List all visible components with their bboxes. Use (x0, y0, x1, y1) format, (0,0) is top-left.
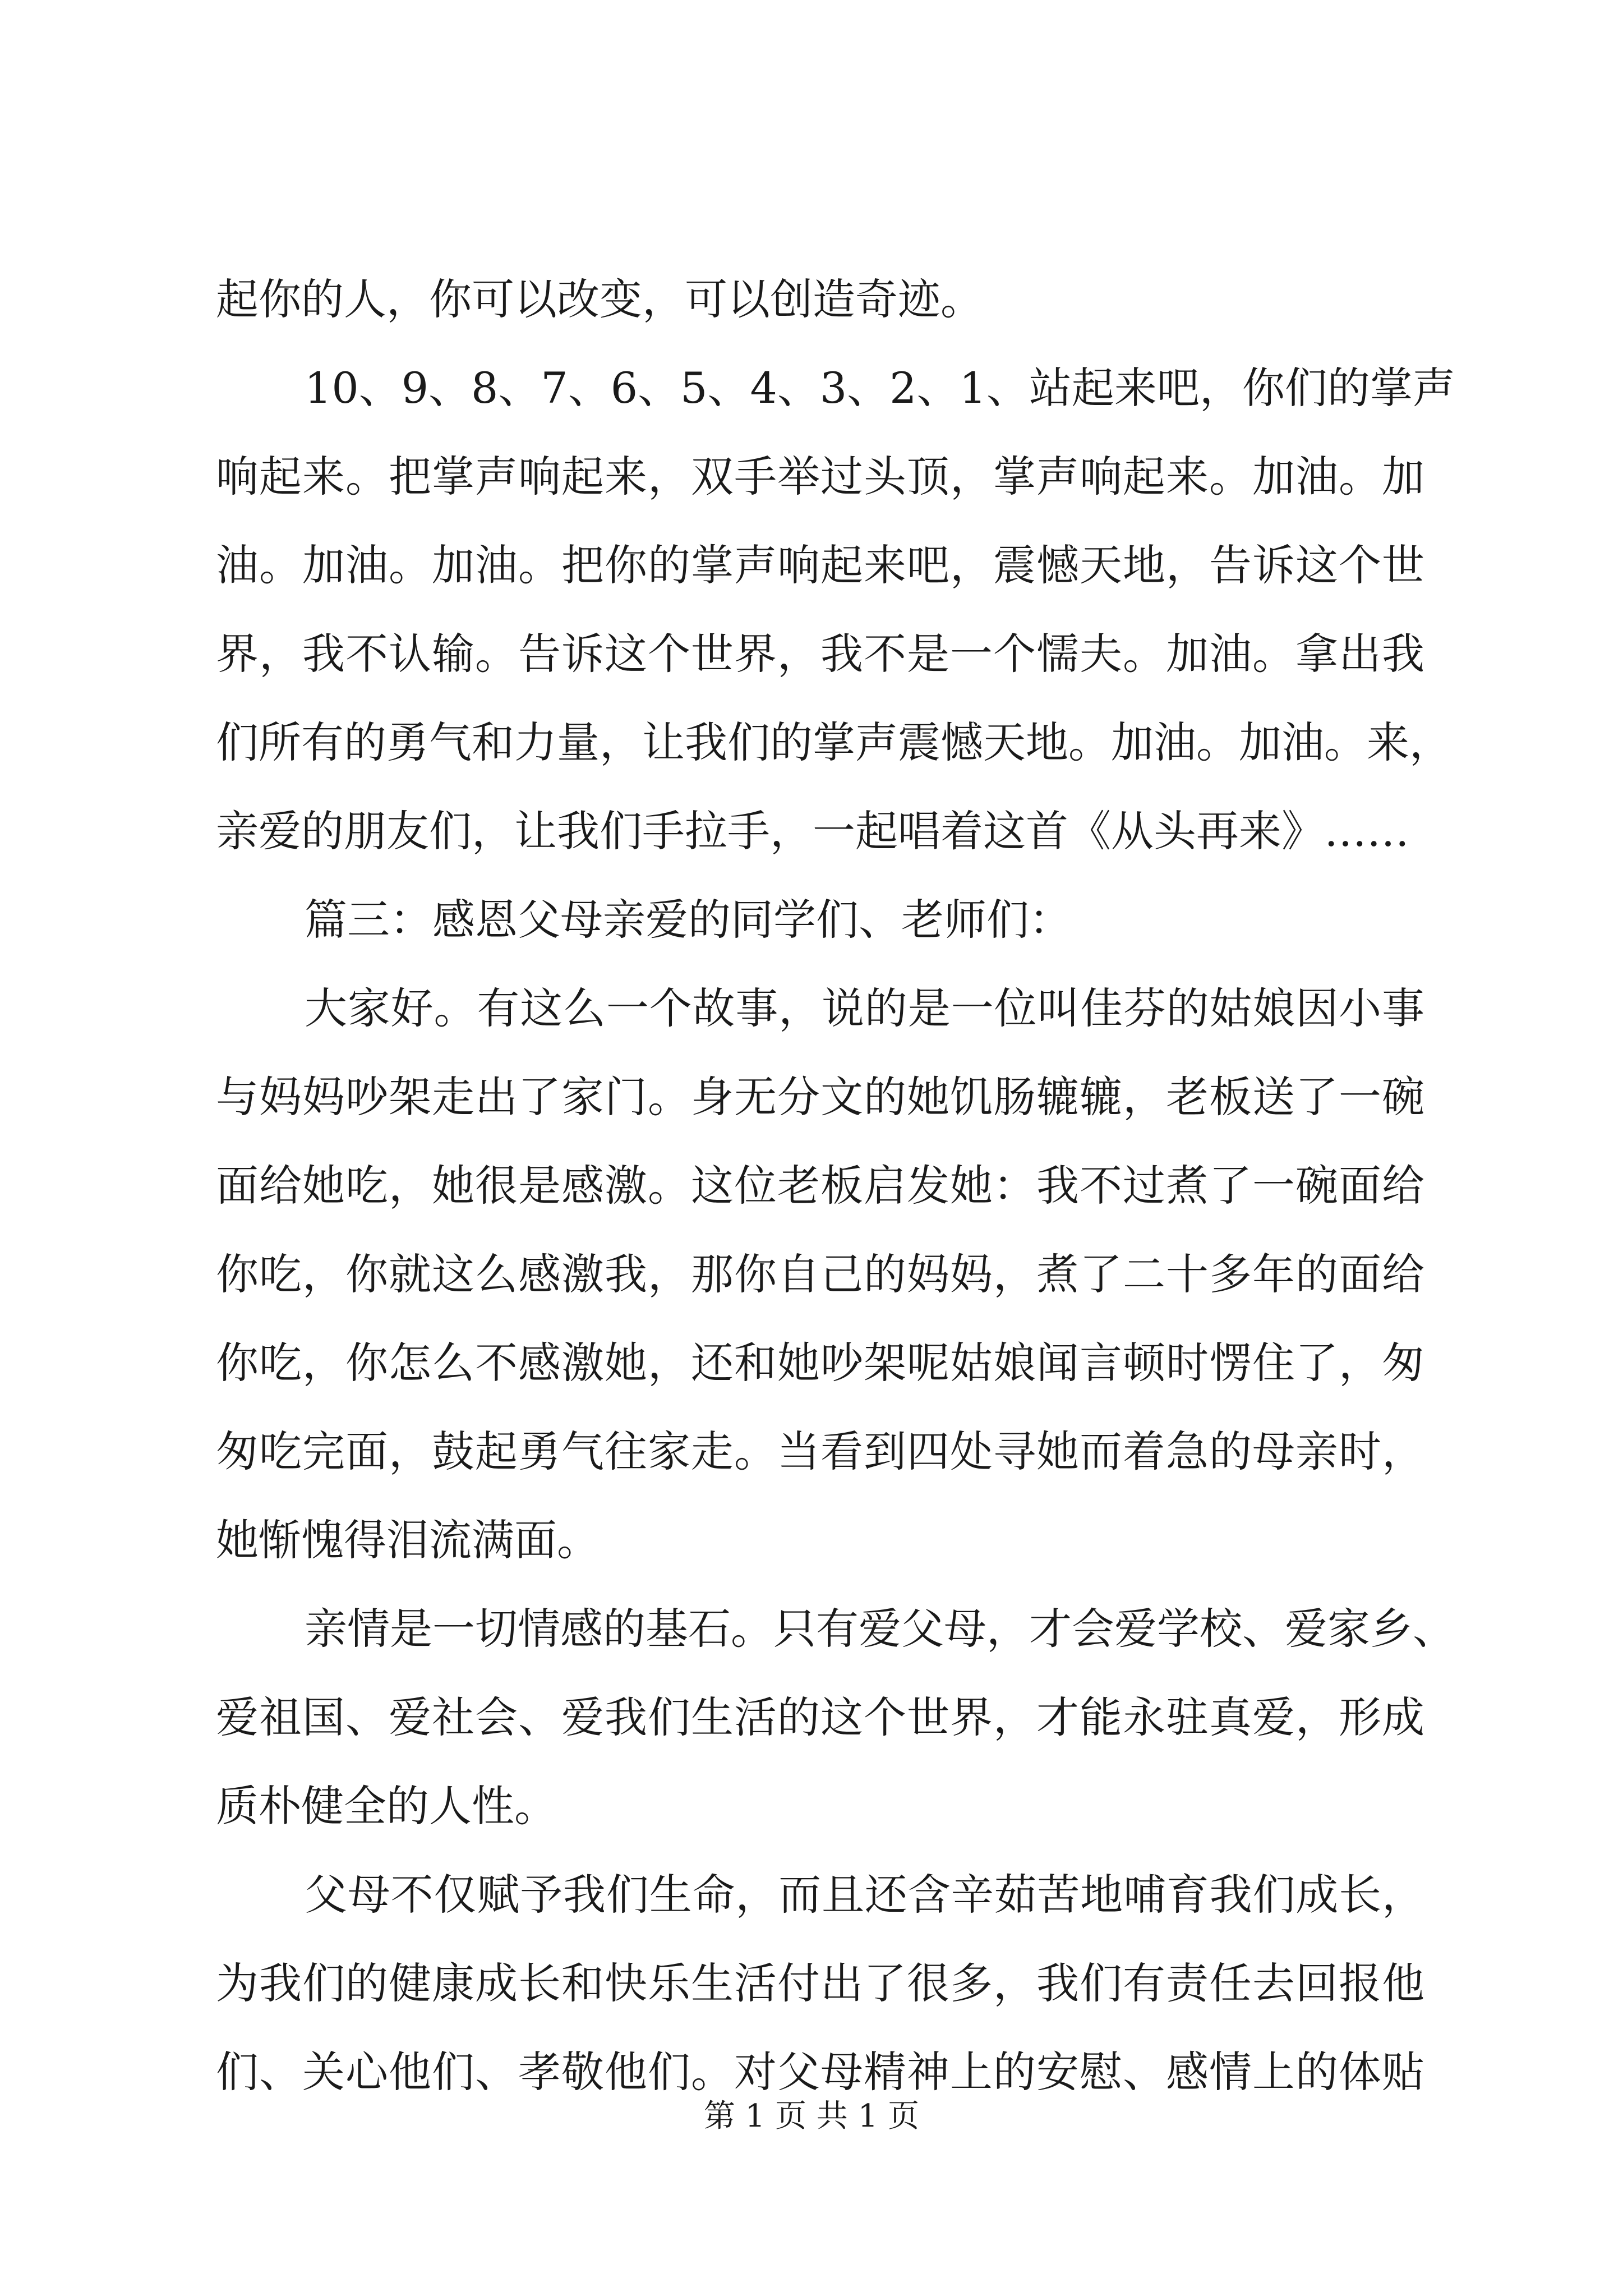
text-line: 大家好。有这么一个故事，说的是一位叫佳芬的姑娘因小事 (305, 983, 1424, 1033)
text-line: 亲爱的朋友们，让我们手拉手，一起唱着这首《从头再来》…… (216, 806, 1409, 856)
text-line: 面给她吃，她很是感激。这位老板启发她：我不过煮了一碗面给 (216, 1161, 1424, 1211)
text-line: 10、9、8、7、6、5、4、3、2、1、站起来吧，你们的掌声 (305, 363, 1455, 413)
text-line: 父母不仅赋予我们生命，而且还含辛茹苦地哺育我们成长， (305, 1870, 1424, 1920)
section-heading: 篇三：感恩父母亲爱的同学们、老师们： (305, 895, 1072, 945)
text-line: 你吃，你就这么感激我，那你自己的妈妈，煮了二十多年的面给 (216, 1249, 1424, 1299)
text-line: 亲情是一切情感的基石。只有爱父母，才会爱学校、爱家乡、 (305, 1604, 1455, 1654)
page-footer: 第 1 页 共 1 页 (703, 2098, 920, 2134)
text-line: 为我们的健康成长和快乐生活付出了很多，我们有责任去回报他 (216, 1958, 1424, 2008)
text-line: 起你的人，你可以改变，可以创造奇迹。 (216, 274, 983, 324)
text-line: 质朴健全的人性。 (216, 1781, 557, 1831)
text-line: 爱祖国、爱社会、爱我们生活的这个世界，才能永驻真爱，形成 (216, 1692, 1424, 1742)
text-line: 们、关心他们、孝敬他们。对父母精神上的安慰、感情上的体贴 (216, 2047, 1424, 2097)
text-line: 与妈妈吵架走出了家门。身无分文的她饥肠辘辘，老板送了一碗 (216, 1072, 1424, 1122)
text-line: 响起来。把掌声响起来，双手举过头顶，掌声响起来。加油。加 (216, 452, 1424, 501)
text-line: 油。加油。加油。把你的掌声响起来吧，震憾天地，告诉这个世 (216, 540, 1424, 590)
document-body (216, 255, 1455, 2116)
text-line: 界，我不认输。告诉这个世界，我不是一个懦夫。加油。拿出我 (216, 629, 1424, 679)
text-line: 你吃，你怎么不感激她，还和她吵架呢姑娘闻言顿时愣住了，匆 (216, 1338, 1424, 1388)
text-line: 匆吃完面，鼓起勇气往家走。当看到四处寻她而着急的母亲时， (216, 1427, 1424, 1476)
text-line: 她惭愧得泪流满面。 (216, 1515, 600, 1565)
text-line: 们所有的勇气和力量，让我们的掌声震憾天地。加油。加油。来， (216, 717, 1452, 767)
